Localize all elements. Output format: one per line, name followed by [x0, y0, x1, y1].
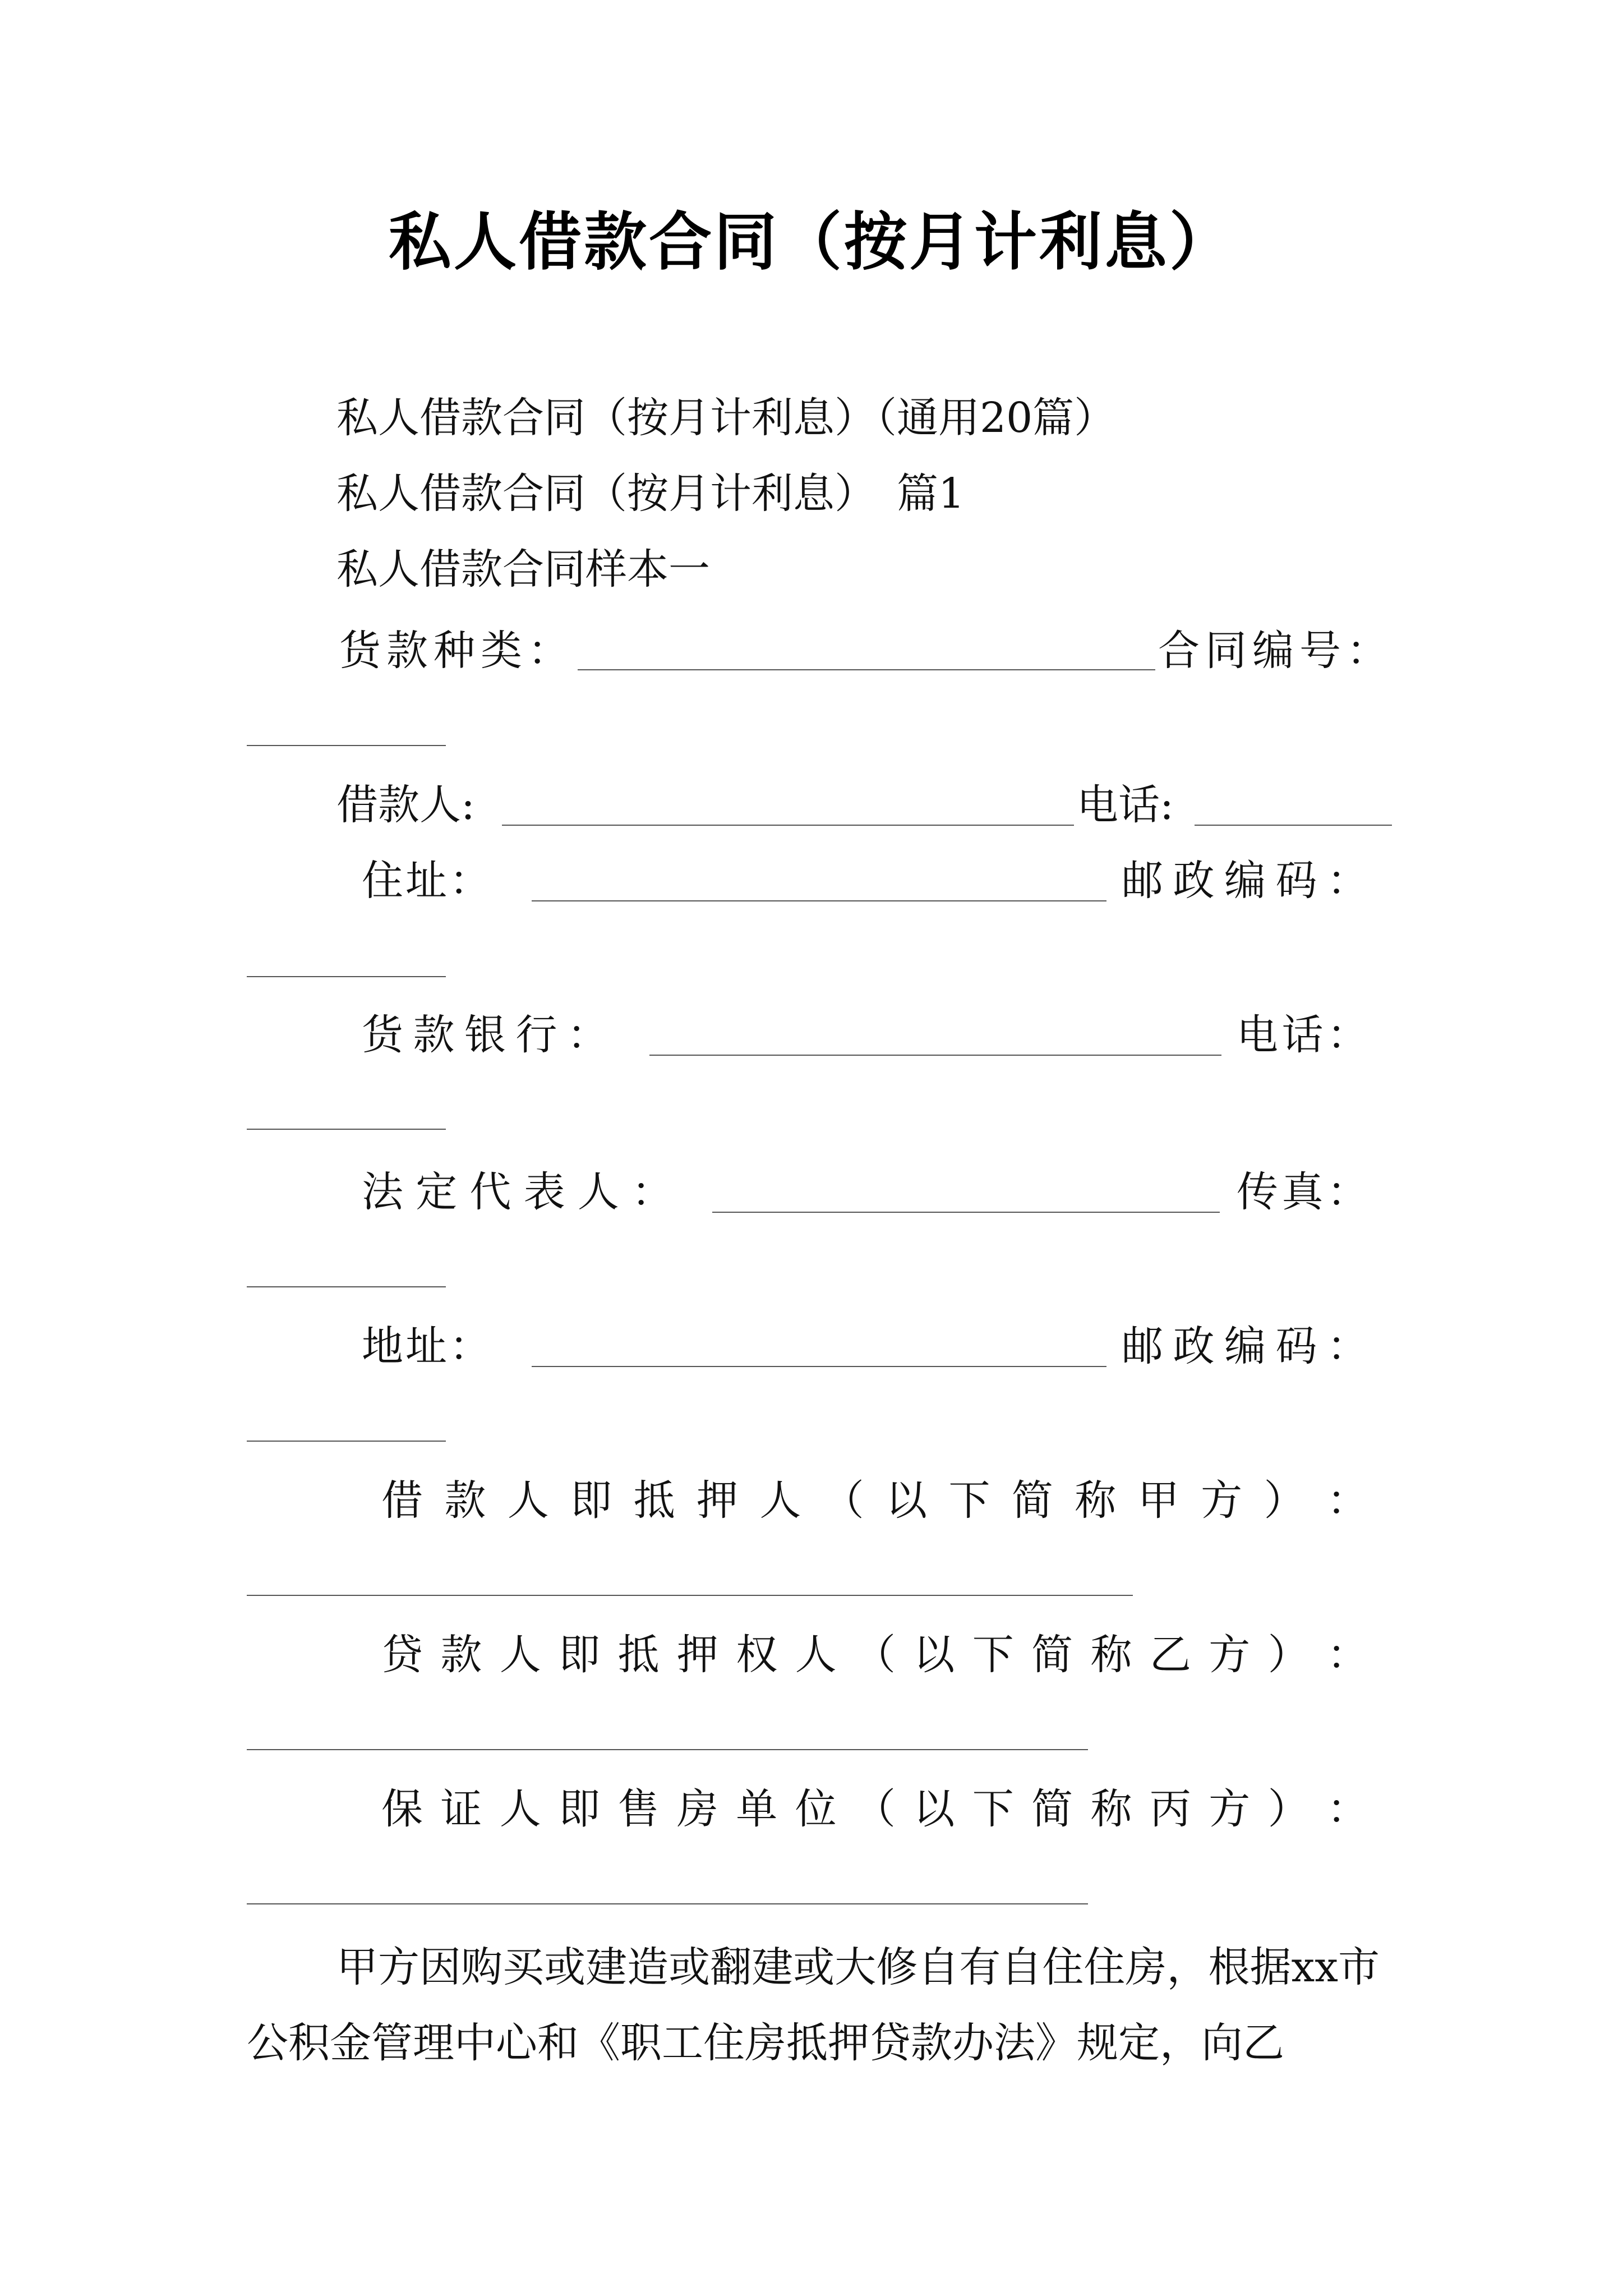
party-c-char: 位: [795, 1785, 837, 1833]
legal-rep-blank: [712, 1212, 1220, 1213]
loan-type-label: 货款种类：: [339, 627, 575, 675]
address-char: 住: [362, 857, 403, 905]
party-c-char: 单: [736, 1785, 778, 1833]
bank-char: ：: [567, 1011, 608, 1059]
address-blank: [532, 900, 1106, 901]
party-c-label: [381, 1781, 1368, 1837]
bank-char: 货: [362, 1011, 403, 1059]
legal-rep-label: [362, 1164, 673, 1220]
postal-char: 邮: [1122, 857, 1163, 905]
postal-char: 编: [1224, 857, 1266, 905]
document-title: 私人借款合同（按月计利息）: [389, 205, 1234, 279]
party-a-char: 即: [570, 1476, 612, 1525]
party-c-char: 证: [440, 1785, 482, 1833]
party-b-char: 称: [1090, 1631, 1132, 1679]
party-b-char: 即: [559, 1631, 601, 1679]
party-a-char: 下: [948, 1476, 990, 1525]
subtitle: 私人借款合同（按月计利息）（通用20篇）: [336, 394, 1116, 442]
postal2-char: 码: [1275, 1322, 1317, 1370]
legal-rep-char: 人: [577, 1168, 619, 1216]
party-c-char: 丙: [1149, 1785, 1191, 1833]
postal-char: 政: [1173, 857, 1215, 905]
postal-char: ：: [1327, 857, 1368, 905]
address2-char: 址: [405, 1322, 447, 1370]
party-c-char: 方: [1209, 1785, 1251, 1833]
party-a-blank: [247, 1595, 1133, 1596]
party-a-char: ：: [1326, 1476, 1368, 1525]
borrower-phone-label: 电话:: [1077, 781, 1174, 829]
address2-char: ：: [449, 1322, 491, 1370]
bank-phone-blank: [247, 1129, 446, 1130]
party-a-char: （: [822, 1476, 864, 1525]
party-a-char: 押: [696, 1476, 738, 1525]
postal2-char: 编: [1224, 1322, 1266, 1370]
party-b-char: 简: [1031, 1631, 1073, 1679]
party-b-char: （: [854, 1631, 896, 1679]
party-c-char: 房: [676, 1785, 718, 1833]
lending-bank-blank: [649, 1055, 1221, 1056]
fax-blank: [247, 1286, 446, 1287]
phone-char: 话: [1281, 1011, 1324, 1059]
postal2-char: 邮: [1122, 1322, 1163, 1370]
sample-heading: 私人借款合同样本一: [336, 545, 710, 593]
contract-no-blank: [247, 745, 446, 746]
party-b-char: 抵: [617, 1631, 660, 1679]
address2-char: 地: [362, 1322, 403, 1370]
bank-char: 款: [413, 1011, 455, 1059]
postal-code2-blank: [247, 1441, 446, 1442]
bank-char: 银: [464, 1011, 506, 1059]
party-a-char: 简: [1011, 1476, 1053, 1525]
party-c-char: 简: [1031, 1785, 1073, 1833]
party-c-char: ：: [1327, 1785, 1368, 1833]
legal-rep-char: 法: [362, 1168, 403, 1216]
party-a-char: 以: [886, 1476, 928, 1525]
party-b-char: 下: [972, 1631, 1014, 1679]
part-heading: 私人借款合同（按月计利息） 篇1: [336, 470, 965, 518]
party-c-char: 以: [913, 1785, 955, 1833]
party-a-char: 款: [444, 1476, 486, 1525]
postal-code2-label: [1122, 1318, 1368, 1374]
party-b-char: 乙: [1149, 1631, 1191, 1679]
postal-code-blank: [247, 976, 446, 977]
party-b-label: [381, 1627, 1368, 1683]
legal-rep-char: 表: [523, 1168, 565, 1216]
bank-phone-label: [1237, 1007, 1368, 1063]
party-b-char: 贷: [381, 1631, 423, 1679]
party-a-char: ）: [1264, 1476, 1306, 1525]
party-c-char: 称: [1090, 1785, 1132, 1833]
party-b-char: 人: [795, 1631, 837, 1679]
phone-char: 电: [1237, 1011, 1278, 1059]
body-paragraph: 甲方因购买或建造或翻建或大修自有自住住房，根据xx市公积金管理中心和《职工住房抵押贷款办法》规定，向乙: [247, 1943, 1380, 2067]
party-c-char: 即: [559, 1785, 601, 1833]
party-c-char: ）: [1267, 1785, 1310, 1833]
loan-type-blank: [578, 669, 1155, 670]
postal-code-label: [1122, 853, 1368, 909]
party-b-blank: [247, 1749, 1088, 1750]
address2-blank: [532, 1366, 1106, 1367]
party-c-char: 人: [499, 1785, 541, 1833]
party-c-char: 售: [617, 1785, 660, 1833]
party-c-char: 下: [972, 1785, 1014, 1833]
party-a-label: [381, 1473, 1368, 1529]
party-a-char: 方: [1201, 1476, 1243, 1525]
party-b-char: 押: [676, 1631, 718, 1679]
address-char: ：: [449, 857, 491, 905]
fax-char: 传: [1237, 1168, 1278, 1216]
phone-char: ：: [1327, 1011, 1368, 1059]
party-a-char: 人: [507, 1476, 549, 1525]
bank-char: 行: [515, 1011, 557, 1059]
party-a-char: 抵: [633, 1476, 675, 1525]
party-b-char: 方: [1209, 1631, 1251, 1679]
party-b-char: ）: [1267, 1631, 1310, 1679]
party-c-char: 保: [381, 1785, 423, 1833]
contract-no-label: 合同编号：: [1158, 627, 1394, 675]
party-a-char: 称: [1075, 1476, 1117, 1525]
party-b-char: ：: [1327, 1631, 1368, 1679]
party-c-char: （: [854, 1785, 896, 1833]
postal2-char: ：: [1327, 1322, 1368, 1370]
postal2-char: 政: [1173, 1322, 1215, 1370]
borrower-label: 借款人:: [336, 781, 475, 829]
fax-label: [1237, 1164, 1368, 1220]
address-label: [362, 853, 491, 909]
party-b-char: 款: [440, 1631, 482, 1679]
party-a-char: 借: [381, 1476, 423, 1525]
postal-char: 码: [1275, 857, 1317, 905]
address2-label: [362, 1318, 491, 1374]
fax-char: ：: [1327, 1168, 1368, 1216]
party-a-char: 人: [759, 1476, 801, 1525]
party-c-blank: [247, 1903, 1088, 1904]
party-b-char: 以: [913, 1631, 955, 1679]
legal-rep-char: 代: [469, 1168, 511, 1216]
party-a-char: 甲: [1137, 1476, 1179, 1525]
legal-rep-char: ：: [631, 1168, 673, 1216]
lending-bank-label: [362, 1007, 608, 1063]
party-b-char: 权: [736, 1631, 778, 1679]
fax-char: 真: [1281, 1168, 1324, 1216]
legal-rep-char: 定: [416, 1168, 458, 1216]
party-b-char: 人: [499, 1631, 541, 1679]
borrower-phone-blank: [1195, 825, 1392, 826]
address-char: 址: [405, 857, 447, 905]
borrower-blank: [502, 825, 1074, 826]
